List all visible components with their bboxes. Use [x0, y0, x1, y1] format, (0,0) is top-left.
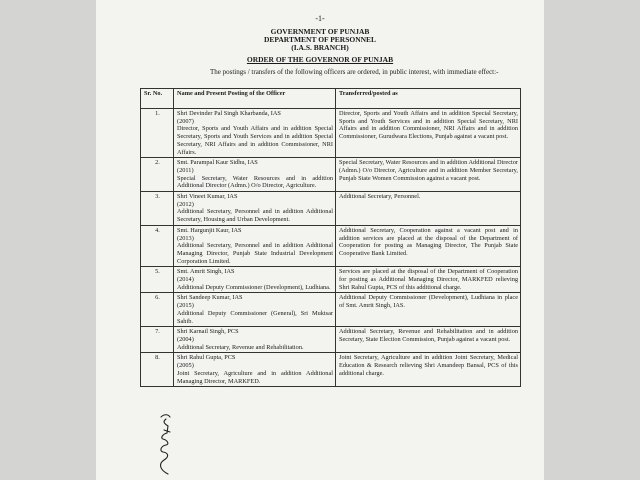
officer-name: Shri Karnail Singh, PCS — [177, 328, 239, 336]
header-line-department: DEPARTMENT OF PERSONNEL — [263, 35, 377, 44]
table-row — [141, 192, 521, 226]
officer-cell — [174, 267, 336, 293]
sr-no-cell: 5. — [141, 267, 174, 293]
officer-name: Smt. Hargunjit Kaur, IAS — [177, 226, 242, 234]
table-row — [141, 158, 521, 192]
signature-icon — [154, 408, 174, 478]
table-row — [141, 109, 521, 158]
officer-cell — [174, 192, 336, 226]
officer-posting: Additional Secretary, Personnel and in addition Additional Managing Director, Punjab State Industrial Development Corporation Limited. — [177, 242, 333, 265]
sr-no-cell: 7. — [141, 327, 174, 353]
transferred-cell: Additional Secretary, Personnel. — [336, 192, 521, 226]
transferred-cell: Additional Deputy Commissioner (Development), Ludhiana in place of Smt. Amrit Singh, IAS. — [336, 293, 521, 327]
transferred-cell: Joint Secretary, Agriculture and in addition Joint Secretary, Medical Education & Research relieving Shri Amandeep Bansal, PCS of this additional charge. — [336, 353, 521, 387]
officer-name: Shri Rahul Gupta, PCS — [177, 354, 236, 362]
column-header-transferred: Transferred/posted as — [336, 89, 521, 109]
sr-no-cell: 6. — [141, 293, 174, 327]
sr-no-cell: 3. — [141, 192, 174, 226]
officer-posting: Additional Deputy Commissioner (General), Sri Muktsar Sahib. — [177, 309, 333, 325]
officer-posting: Additional Secretary, Personnel and in addition Additional Secretary, Housing and Urban Development. — [177, 208, 333, 224]
officer-cell — [174, 109, 336, 158]
officer-year: (2005) — [177, 362, 194, 370]
table-row — [141, 327, 521, 353]
sr-no-cell: 1. — [141, 109, 174, 158]
table-row — [141, 293, 521, 327]
page-number: -1- — [315, 14, 325, 23]
column-header-sr-no: Sr. No. — [141, 89, 174, 109]
officer-posting: Joint Secretary, Agriculture and in addition Additional Managing Director, MARKFED. — [177, 369, 333, 385]
officer-posting: Additional Secretary, Revenue and Rehabilitation. — [177, 343, 304, 351]
officer-year: (2013) — [177, 234, 194, 242]
officer-year: (2012) — [177, 200, 194, 208]
officer-cell — [174, 327, 336, 353]
transferred-cell: Services are placed at the disposal of the Department of Cooperation for posting as Additional Managing Director, MARKFED relieving Shri Rahul Gupta, PCS of this additional charge. — [336, 267, 521, 293]
document-page — [96, 0, 544, 480]
officer-name: Smt. Parampal Kaur Sidhu, IAS — [177, 159, 258, 167]
table-row — [141, 267, 521, 293]
officer-year: (2014) — [177, 276, 194, 284]
header-line-branch: (I.A.S. BRANCH) — [291, 43, 349, 52]
officer-name: Shri Devinder Pal Singh Kharbanda, IAS — [177, 110, 281, 117]
header-line-government: GOVERNMENT OF PUNJAB — [270, 27, 370, 36]
postings-table — [140, 88, 521, 387]
officer-cell — [174, 293, 336, 327]
order-title: ORDER OF THE GOVERNOR OF PUNJAB — [246, 55, 394, 64]
officer-posting: Director, Sports and Youth Affairs and in addition Special Secretary, Sports and Youth Services and in addition Special Secretary, NRI Affairs and in addition Commissioner, NRI Affairs. — [177, 125, 333, 156]
officer-cell — [174, 158, 336, 192]
officer-name: Shri Vineet Kumar, IAS — [177, 193, 238, 201]
officer-posting: Special Secretary, Water Resources and in addition Additional Director (Admn.) O/o Director, Agriculture. — [177, 174, 333, 190]
sr-no-cell: 4. — [141, 225, 174, 267]
sr-no-cell: 2. — [141, 158, 174, 192]
officer-name: Shri Sandeep Kumar, IAS — [177, 294, 243, 302]
column-header-name-posting: Name and Present Posting of the Officer — [174, 89, 336, 109]
table-row — [141, 353, 521, 387]
officer-year: (2011) — [177, 166, 194, 174]
handwritten-signature — [154, 408, 174, 478]
officer-year: (2007) — [177, 117, 194, 125]
officer-cell — [174, 225, 336, 267]
officer-cell — [174, 353, 336, 387]
officer-name: Smt. Amrit Singh, IAS — [177, 268, 235, 276]
transferred-cell: Additional Secretary, Cooperation against a vacant post and in addition services are placed at the disposal of the Department of Cooperation for posting as Managing Director, The Punjab State Cooperative Bank Limited. — [336, 225, 521, 267]
officer-posting: Additional Deputy Commissioner (Development), Ludhiana. — [177, 283, 331, 291]
intro-paragraph: The postings / transfers of the following officers are ordered, in public interest, with immediate effect:- — [210, 68, 499, 76]
table-row — [141, 225, 521, 267]
sr-no-cell: 8. — [141, 353, 174, 387]
officer-year: (2015) — [177, 302, 194, 310]
table-header-row — [141, 89, 521, 109]
transferred-cell: Director, Sports and Youth Affairs and in addition Special Secretary, Sports and Youth Services and in addition Special Secretary, NRI Affairs and in addition Commissioner, NRI Affairs and in addition Commissioner, Gurudwara Elections, Punjab against a vacant post. — [336, 109, 521, 158]
officer-year: (2004) — [177, 335, 194, 343]
transferred-cell: Special Secretary, Water Resources and in addition Additional Director (Admn.) O/o Director, Agriculture and in addition Member Secretary, Punjab State Women Commission against a vacant post. — [336, 158, 521, 192]
transferred-cell: Additional Secretary, Revenue and Rehabilitation and in addition Secretary, State Election Commission, Punjab against a vacant post. — [336, 327, 521, 353]
